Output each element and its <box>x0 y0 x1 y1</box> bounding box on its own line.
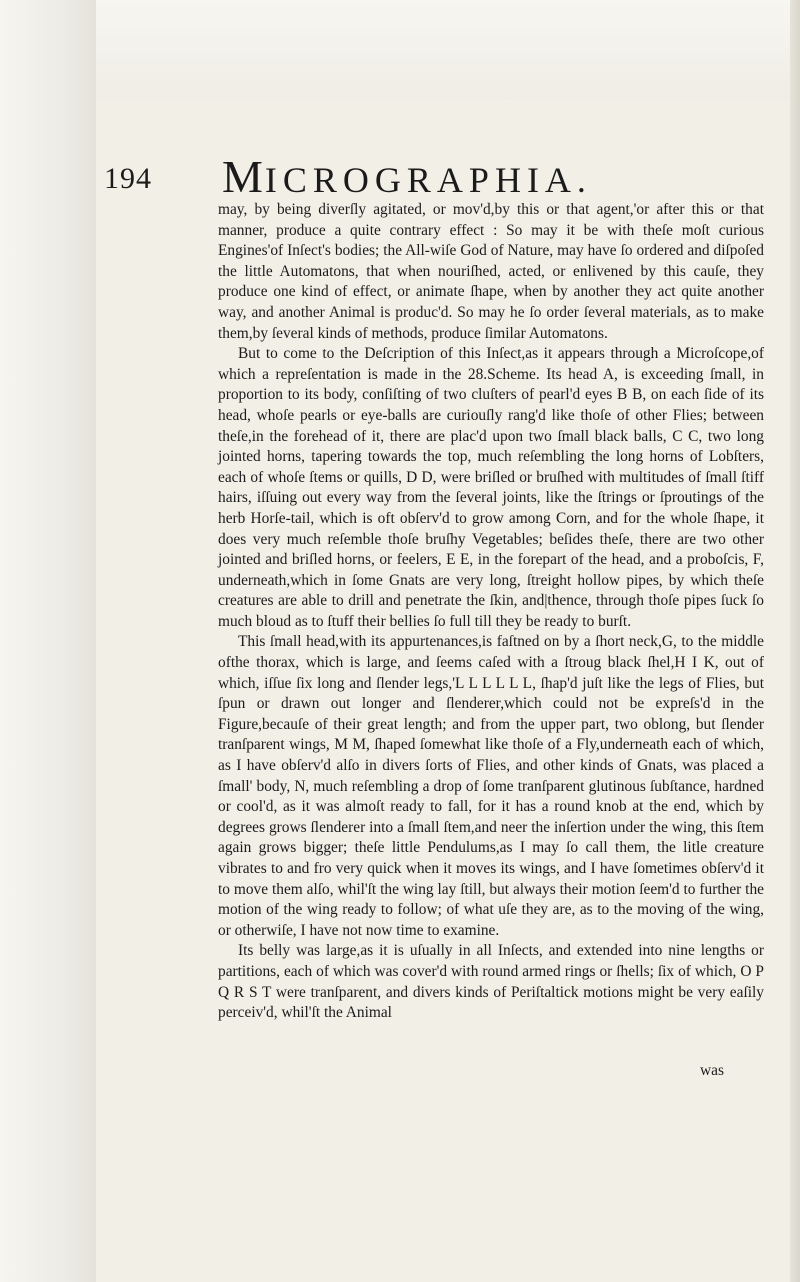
catchword: was <box>700 1062 724 1079</box>
page-number: 194 <box>104 162 152 195</box>
paragraph-3: This ſmall head,with its appurtenances,is faſtned on by a ſhort neck,G, to the middle ofthe thorax, which is large, and ſeems caſed with a ſtroug black ſhel,H I K, out of which, iſſue ſix long and ſlender legs,'L L L L L L, ſhap'd juſt like the legs of Flies, but ſpun or drawn out longer and ſlenderer,which could not be expreſs'd in the Figure,becauſe of their great length; and from the upper part, two oblong, but ſlender tranſparent wings, M M, ſhaped ſomewhat like thoſe of a Fly,underneath each of which, as I have obſerv'd alſo in divers ſorts of Flies, and other kinds of Gnats, was placed a ſmall' body, N, much reſembling a drop of ſome tranſparent glutinous ſubſtance, hardned or cool'd, as it was almoſt ready to fall, for it has a round knob at the end, which by degrees grows ſlenderer into a ſmall ſtem,and neer the inſertion under the wing, this ſtem again grows bigger; theſe little Pendulums,as I may ſo call them, the litle creature vibrates to and fro very quick when it moves its wings, and I have ſometimes obſerv'd it to move them alſo, whil'ſt the wing lay ſtill, but always their motion ſeem'd to further the motion of the wing ready to follow; of what uſe they are, as to the moving of the wing, or otherwiſe, I have not now time to examine. <box>218 633 764 939</box>
paragraph-4: Its belly was large,as it is uſually in all Inſects, and extended into nine lengths or partitions, each of which was cover'd with round armed rings or ſhells; ſix of which, O P Q R S T were tranſparent, and divers kinds of Periſtaltick motions might be very eaſily perceiv'd, whil'ſt the Animal <box>218 942 764 1022</box>
running-head-rest: ICROGRAPHIA. <box>264 160 592 200</box>
paragraph-1: may, by being diverſly agitated, or mov'd,by this or that agent,'or after this or that manner, produce a quite contrary effect : So may it be with theſe moſt curious Engines'of Inſect's bodies; the All-wiſe God of Nature, may have ſo ordered and diſpoſed the little Automatons, that when nouriſhed, acted, or enlivened by this cauſe, they produce one kind of effect, or animate ſhape, when by another they act quite another way, and another Animal is produc'd. So may he ſo order ſeveral materials, as to make them,by ſeveral kinds of methods, produce ſimilar Automatons. <box>218 201 764 342</box>
running-head <box>222 150 592 203</box>
page-edge-right <box>790 0 800 1282</box>
running-head-initial: M <box>222 151 265 202</box>
scan-left-margin <box>0 0 96 1282</box>
body-text <box>218 200 764 1024</box>
scan-top-shadow <box>0 0 800 100</box>
paragraph-2: But to come to the Deſcription of this Inſect,as it appears through a Microſcope,of which a repreſentation is made in the 28.Scheme. Its head A, is exceeding ſmall, in proportion to its body, conſiſting of two cluſters of pearl'd eyes B B, on each ſide of its head, whoſe pearls or eye-balls are curiouſly rang'd like thoſe of other Flies; between theſe,in the forehead of it, there are plac'd upon two ſmall black balls, C C, two long jointed horns, tapering towards the top, much reſembling the long horns of Lobſters, each of whoſe ſtems or quills, D D, were briſled or bruſhed with multitudes of ſmall ſtiff hairs, iſſuing out every way from the ſeveral joints, like the ſtrings or ſproutings of the herb Horſe-tail, which is oft obſerv'd to grow among Corn, and for the whole ſhape, it does very much reſemble thoſe bruſhy Vegetables; beſides theſe, there are two other jointed and briſled horns, or feelers, E E, in the forepart of the head, and a proboſcis, F, underneath,which in ſome Gnats are very long, ſtreight hollow pipes, by which theſe creatures are able to drill and penetrate the ſkin, and|thence, through thoſe pipes ſuck ſo much bloud as to ſtuff their bellies ſo full till they be ready to burſt. <box>218 345 764 630</box>
